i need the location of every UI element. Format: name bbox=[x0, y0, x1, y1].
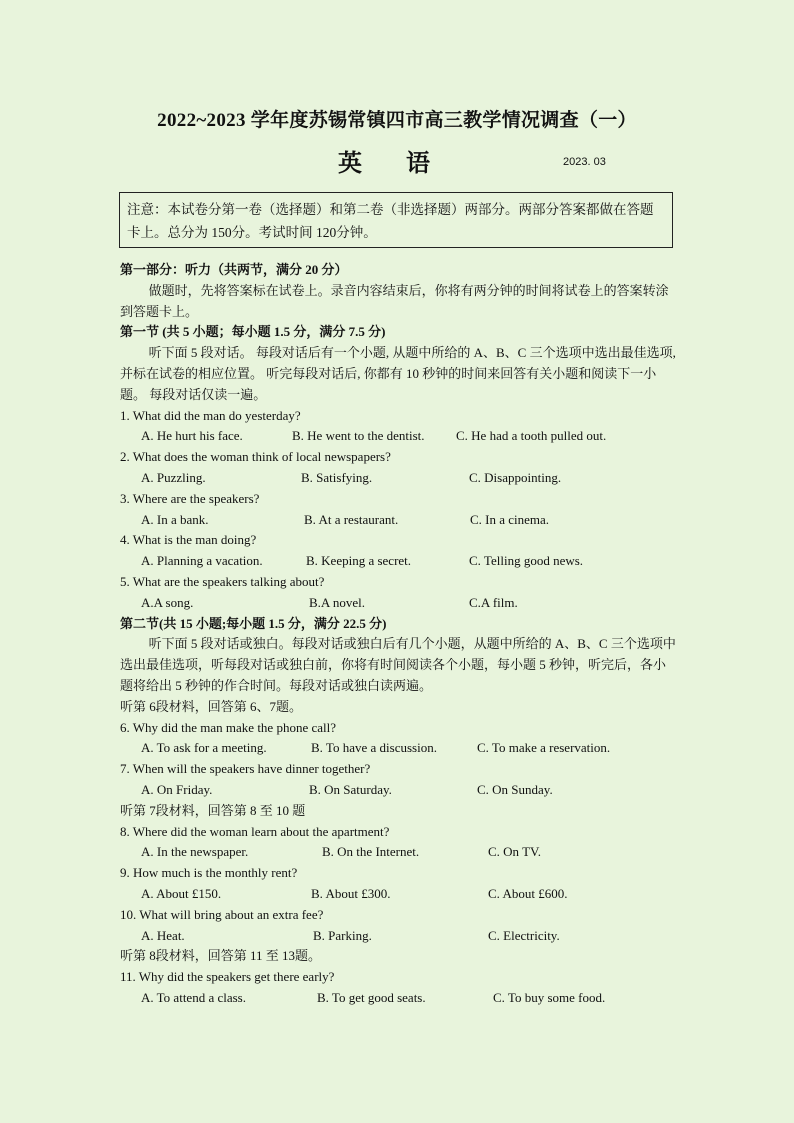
option-b: B. On the Internet. bbox=[322, 844, 420, 860]
question-2-options bbox=[120, 468, 676, 489]
option-a: A. To attend a class. bbox=[141, 989, 246, 1005]
section2-heading: 第二节(共 15 小题;每小题 1.5 分，满分 22.5 分) bbox=[120, 615, 387, 631]
option-c: C. In a cinema. bbox=[470, 511, 550, 527]
question-9: 9. How much is the monthly rent? bbox=[120, 865, 298, 881]
exam-date: 2023. 03 bbox=[563, 156, 606, 168]
subject-title: 英语 bbox=[338, 151, 474, 177]
question-6-options bbox=[120, 738, 676, 759]
question-1: 1. What did the man do yesterday? bbox=[120, 407, 301, 423]
question-3: 3. Where are the speakers? bbox=[120, 490, 260, 506]
question-1-options bbox=[120, 426, 676, 447]
option-b: B. He went to the dentist. bbox=[292, 428, 425, 444]
exam-title: 2022~2023 学年度苏锡常镇四市高三教学情况调查（一） bbox=[157, 110, 637, 131]
option-b: B. Satisfying. bbox=[301, 469, 373, 485]
option-b: B. To have a discussion. bbox=[311, 740, 437, 756]
option-c: C. About £600. bbox=[488, 885, 568, 901]
question-5-options bbox=[120, 593, 676, 614]
question-10-options bbox=[120, 926, 676, 947]
option-a: A. To ask for a meeting. bbox=[141, 740, 267, 756]
option-b: B. To get good seats. bbox=[317, 989, 426, 1005]
option-c: C.A film. bbox=[469, 594, 518, 610]
question-11-options bbox=[120, 988, 676, 1009]
material-note-7: 听第 7段材料，回答第 8 至 10 题 bbox=[120, 802, 306, 818]
option-c: C. Telling good news. bbox=[469, 553, 584, 569]
option-b: B. At a restaurant. bbox=[304, 511, 399, 527]
section1-intro: 听下面 5 段对话。 每段对话后有一个小题, 从题中所给的 A、B、C 三个选项中选出最佳选项, 并标在试卷的相应位置。 听完每段对话后, 你都有 10 秒钟的时间来回答有关小题和阅读下一小题。 每段对话仅读一遍。 bbox=[120, 345, 676, 402]
question-3-options bbox=[120, 510, 676, 531]
section2-intro: 听下面 5 段对话或独白。每段对话或独白后有几个小题，从题中所给的 A、B、C 三个选项中选出最佳选项，听每段对话或独白前，你将有时间阅读各个小题，每小题 5 秒钟，听完后，各小题将给出 5 秒钟的作合时间。每段对话或独白读两遍。 bbox=[120, 636, 676, 693]
question-10: 10. What will bring about an extra fee? bbox=[120, 906, 324, 922]
option-c: C. On TV. bbox=[488, 844, 541, 860]
option-a: A. He hurt his face. bbox=[141, 428, 243, 444]
option-c: C. To make a reservation. bbox=[477, 740, 611, 756]
question-4: 4. What is the man doing? bbox=[120, 532, 257, 548]
option-c: C. On Sunday. bbox=[477, 781, 553, 797]
option-c: C. Disappointing. bbox=[469, 469, 562, 485]
exam-body bbox=[120, 260, 676, 1009]
option-a: A. Puzzling. bbox=[141, 469, 206, 485]
question-6: 6. Why did the man make the phone call? bbox=[120, 719, 336, 735]
option-a: A. Heat. bbox=[141, 927, 185, 943]
question-7-options bbox=[120, 780, 676, 801]
option-c: C. He had a tooth pulled out. bbox=[456, 428, 607, 444]
option-b: B. On Saturday. bbox=[309, 781, 392, 797]
option-a: A. Planning a vacation. bbox=[141, 553, 263, 569]
question-7: 7. When will the speakers have dinner together? bbox=[120, 761, 371, 777]
part1-intro: 做题时，先将答案标在试卷上。录音内容结束后，你将有两分钟的时间将试卷上的答案转涂到答题卡上。 bbox=[120, 282, 669, 319]
option-b: B. About £300. bbox=[311, 885, 391, 901]
option-c: C. To buy some food. bbox=[493, 989, 606, 1005]
notice-box: 注意：本试卷分第一卷（选择题）和第二卷（非选择题）两部分。两部分答案都做在答题卡上。总分为 150分。考试时间 120分钟。 bbox=[119, 192, 673, 248]
option-a: A. On Friday. bbox=[141, 781, 213, 797]
option-b: B.A novel. bbox=[309, 594, 365, 610]
question-9-options bbox=[120, 884, 676, 905]
question-8: 8. Where did the woman learn about the apartment? bbox=[120, 823, 390, 839]
question-8-options bbox=[120, 842, 676, 863]
option-c: C. Electricity. bbox=[488, 927, 560, 943]
option-a: A. About £150. bbox=[141, 885, 222, 901]
option-b: B. Parking. bbox=[313, 927, 372, 943]
part1-heading: 第一部分：听力（共两节，满分 20 分） bbox=[120, 262, 348, 277]
question-5: 5. What are the speakers talking about? bbox=[120, 573, 325, 589]
question-4-options bbox=[120, 551, 676, 572]
material-note-8: 听第 8段材料，回答第 11 至 13题。 bbox=[120, 948, 322, 964]
material-note-6: 听第 6段材料，回答第 6、7题。 bbox=[120, 698, 303, 714]
question-11: 11. Why did the speakers get there early? bbox=[120, 969, 335, 985]
option-b: B. Keeping a secret. bbox=[306, 553, 412, 569]
section1-heading: 第一节 (共 5 小题；每小题 1.5 分，满分 7.5 分) bbox=[120, 324, 386, 340]
question-2: 2. What does the woman think of local newspapers? bbox=[120, 449, 391, 465]
option-a: A. In a bank. bbox=[141, 511, 209, 527]
option-a: A. In the newspaper. bbox=[141, 844, 249, 860]
option-a: A.A song. bbox=[141, 594, 194, 610]
